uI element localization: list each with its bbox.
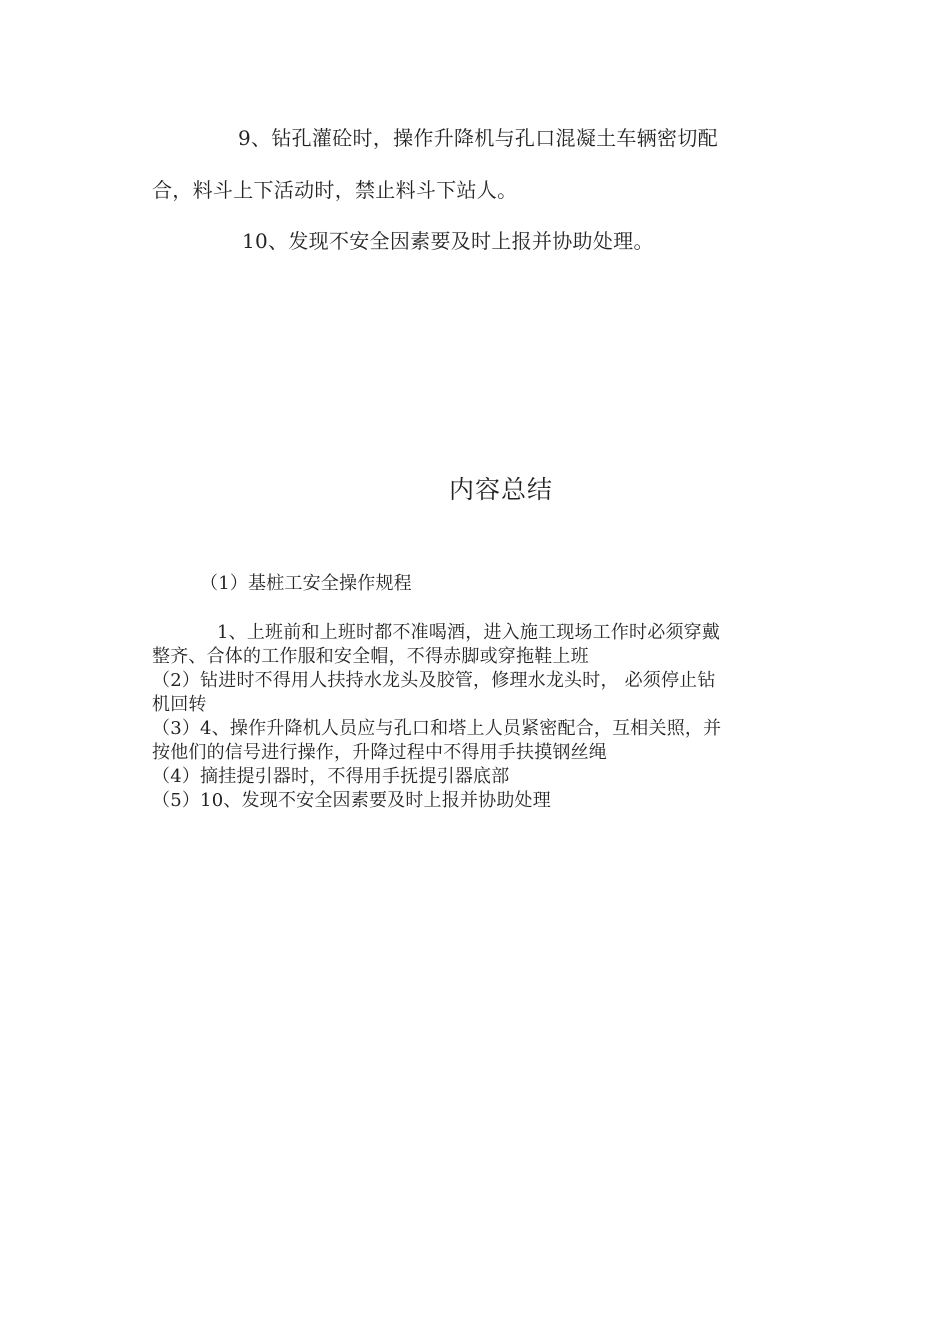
summary-item-3-line-1: （3）4、操作升降机人员应与孔口和塔上人员紧密配合，互相关照，并: [152, 718, 722, 739]
summary-item-2-line-1: （2）钻进时不得用人扶持水龙头及胶管，修理水龙头时， 必须停止钻: [152, 670, 716, 691]
summary-title: 内容总结: [449, 475, 554, 504]
summary-item-1-line-2: 整齐、合体的工作服和安全帽，不得赤脚或穿拖鞋上班: [152, 646, 589, 667]
paragraph-10: 10、发现不安全因素要及时上报并协助处理。: [242, 229, 654, 253]
summary-item-2-line-2: 机回转: [152, 694, 207, 715]
paragraph-9-line-2: 合，料斗上下活动时，禁止料斗下站人。: [152, 178, 518, 202]
summary-item-3-line-2: 按他们的信号进行操作，升降过程中不得用手扶摸钢丝绳: [152, 742, 607, 763]
summary-item-5: （5）10、发现不安全因素要及时上报并协助处理: [152, 790, 551, 811]
summary-heading: （1）基桩工安全操作规程: [200, 573, 412, 594]
paragraph-9-line-1: 9、钻孔灌砼时，操作升降机与孔口混凝土车辆密切配: [238, 126, 718, 150]
summary-item-1-line-1: 1、上班前和上班时都不准喝酒，进入施工现场工作时必须穿戴: [217, 622, 721, 643]
summary-item-4: （4）摘挂提引器时，不得用手抚提引器底部: [152, 766, 510, 787]
